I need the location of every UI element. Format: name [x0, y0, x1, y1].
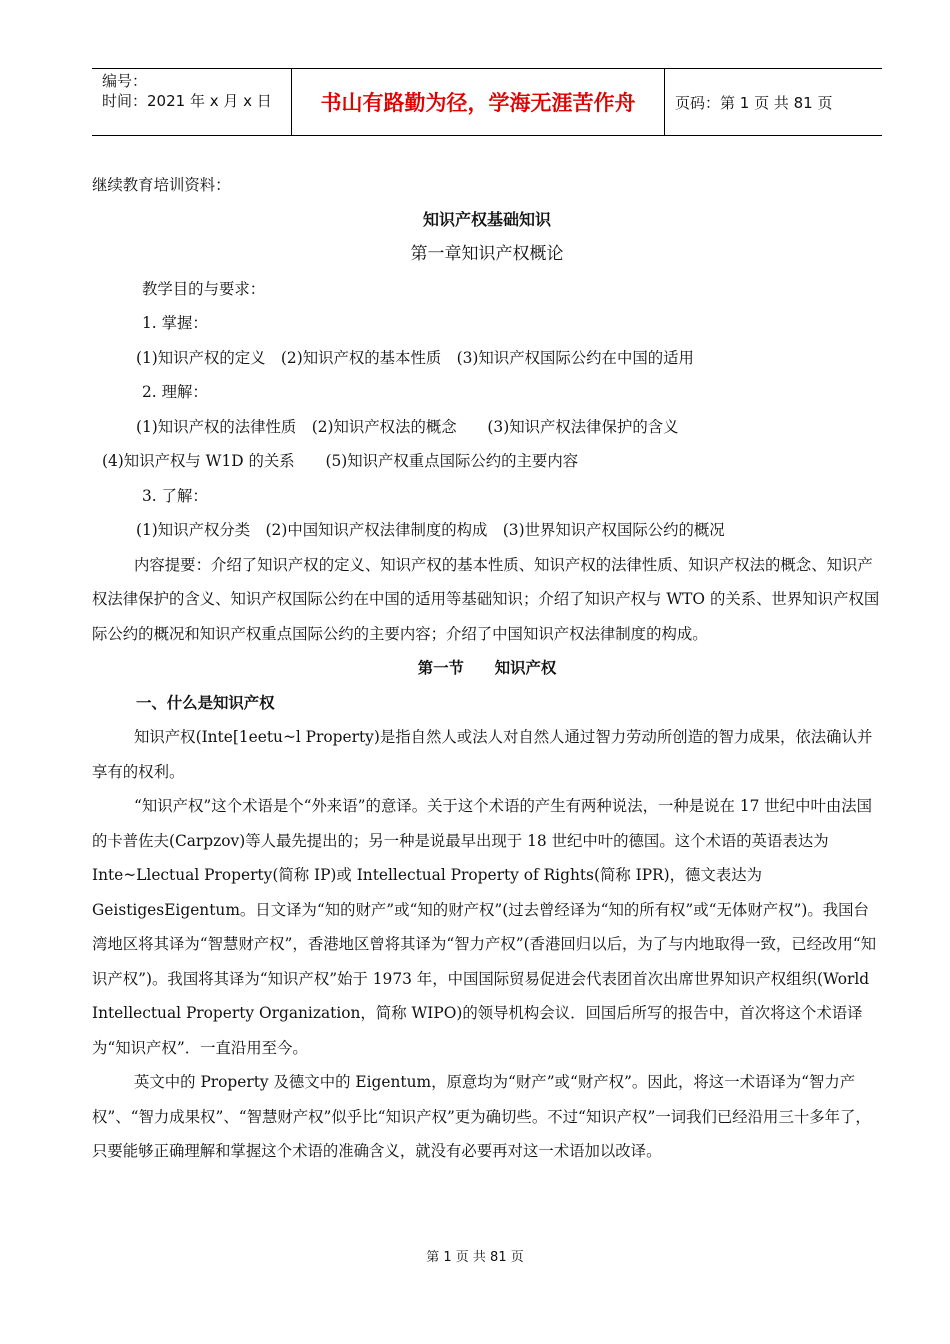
document-body	[92, 168, 882, 1169]
page-footer: 第 1 页 共 81 页	[426, 1250, 524, 1265]
header-meta	[92, 69, 292, 135]
master-items: (1)知识产权的定义 (2)知识产权的基本性质 (3)知识产权国际公约在中国的适用	[136, 348, 694, 367]
page-header	[92, 68, 882, 136]
master-label: 1. 掌握：	[142, 314, 208, 332]
header-time: 时间：2021 年 x 月 x 日	[102, 92, 272, 110]
paragraph-definition: 知识产权(Inte[1eetu~l Property)是指自然人或法人对自然人通过智力劳动所创造的智力成果，依法确认并享有的权利。	[92, 728, 873, 781]
understand-items-2: (4)知识产权与 W1D 的关系 (5)知识产权重点国际公约的主要内容	[102, 452, 579, 470]
understand-items-1: (1)知识产权的法律性质 (2)知识产权法的概念 (3)知识产权法律保护的含义	[136, 417, 679, 436]
paragraph-origin: “知识产权”这个术语是个“外来语”的意译。关于这个术语的产生有两种说法，一种是说在 17 世纪中叶由法国的卡普佐夫(Carpzov)等人最先提出的；另一种是说最早出现于 18 世纪中叶的德国。这个术语的英语表达为 Inte~Llectual Property(简称 IP)或 Intellectual Property of Rights(简称 IPR)，德文表达为 GeistigesEigentum。日文译为“知的财产”或“知的财产权”(过去曾经译为“知的所有权”或“无体财产权”)。我国台湾地区将其译为“智慧财产权”，香港地区曾将其译为“智力产权”(香港回归以后，为了与内地取得一致，已经改用“知识产权”)。我国将其译为“知识产权”始于 1973 年，中国国际贸易促进会代表团首次出席世界知识产权组织(World Intellectual Property Organization，简称 WIPO)的领导机构会议．回国后所写的报告中，首次将这个术语译为“知识产权”．一直沿用至今。	[92, 797, 877, 1057]
objectives-label: 教学目的与要求：	[142, 279, 266, 298]
header-page-info: 页码：第 1 页 共 81 页	[675, 93, 833, 112]
understand-label: 2. 理解：	[142, 383, 208, 401]
document-title: 知识产权基础知识	[422, 209, 551, 229]
summary-paragraph: 内容提要：介绍了知识产权的定义、知识产权的基本性质、知识产权的法律性质、知识产权法的概念、知识产权法律保护的含义、知识产权国际公约在中国的适用等基础知识；介绍了知识产权与 WTO 的关系、世界知识产权国际公约的概况和知识产权重点国际公约的主要内容；介绍了中国知识产权法律制度的构成。	[92, 555, 880, 643]
know-label: 3. 了解：	[142, 486, 208, 505]
header-motto: 书山有路勤为径，学海无涯苦作舟	[292, 69, 665, 135]
paragraph-translation: 英文中的 Property 及德文中的 Eigentum，原意均为“财产”或“财产权”。因此，将这一术语译为“智力产权”、“智力成果权”、“智慧财产权”似乎比“知识产权”更为确切些。不过“知识产权”一词我们已经沿用三十多年了，只要能够正确理解和掌握这个术语的准确含义，就没有必要再对这一术语加以改译。	[92, 1073, 871, 1160]
chapter-title: 第一章知识产权概论	[410, 244, 564, 264]
section-title: 第一节 知识产权	[417, 659, 557, 677]
header-number: 编号：	[102, 72, 148, 90]
subsection-title: 一、什么是知识产权	[136, 693, 275, 712]
know-items: (1)知识产权分类 (2)中国知识产权法律制度的构成 (3)世界知识产权国际公约的概况	[136, 521, 725, 539]
intro-text: 继续教育培训资料：	[92, 176, 231, 194]
